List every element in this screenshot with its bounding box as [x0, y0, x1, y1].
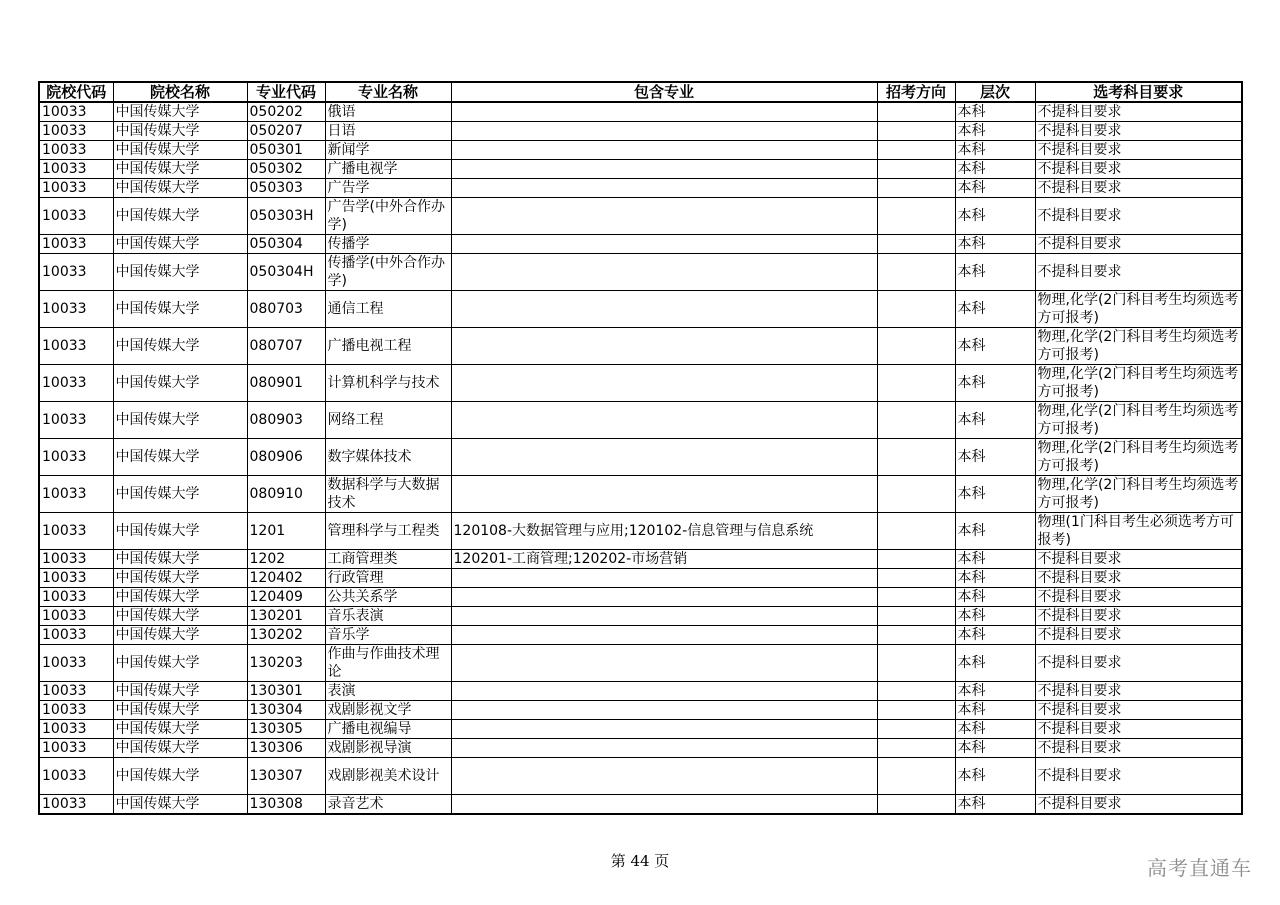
level-cell: 本科 [955, 569, 1035, 588]
level-cell: 本科 [955, 291, 1035, 328]
subject-requirement-cell: 不提科目要求 [1035, 701, 1242, 720]
page-number: 第 44 页 [610, 852, 670, 870]
school-name-cell: 中国传媒大学 [113, 739, 247, 758]
school-name-cell: 中国传媒大学 [113, 645, 247, 682]
major-code-cell: 080901 [247, 365, 325, 402]
school-name-cell: 中国传媒大学 [113, 588, 247, 607]
school-name-cell: 中国传媒大学 [113, 626, 247, 645]
school-name-cell: 中国传媒大学 [113, 198, 247, 235]
included-majors-cell [451, 720, 877, 739]
included-majors-cell [451, 141, 877, 160]
school-name-cell: 中国传媒大学 [113, 141, 247, 160]
level-cell: 本科 [955, 198, 1035, 235]
school-name-cell: 中国传媒大学 [113, 513, 247, 550]
table-row [39, 198, 1242, 235]
level-cell: 本科 [955, 235, 1035, 254]
major-name-cell: 数字媒体技术 [325, 439, 451, 476]
header-major-code: 专业代码 [247, 82, 325, 102]
level-cell: 本科 [955, 476, 1035, 513]
direction-cell [877, 198, 955, 235]
major-code-cell: 050202 [247, 102, 325, 122]
school-code-cell: 10033 [39, 160, 113, 179]
school-name-cell: 中国传媒大学 [113, 179, 247, 198]
subject-requirement-cell: 不提科目要求 [1035, 626, 1242, 645]
table-row [39, 607, 1242, 626]
major-name-cell: 广播电视学 [325, 160, 451, 179]
level-cell: 本科 [955, 607, 1035, 626]
school-code-cell: 10033 [39, 254, 113, 291]
direction-cell [877, 439, 955, 476]
subject-requirement-cell: 不提科目要求 [1035, 235, 1242, 254]
table-row [39, 645, 1242, 682]
major-name-cell: 传播学(中外合作办学) [325, 254, 451, 291]
major-name-cell: 戏剧影视导演 [325, 739, 451, 758]
direction-cell [877, 122, 955, 141]
major-code-cell: 130203 [247, 645, 325, 682]
included-majors-cell [451, 569, 877, 588]
included-majors-cell [451, 739, 877, 758]
school-code-cell: 10033 [39, 739, 113, 758]
subject-requirement-cell: 不提科目要求 [1035, 645, 1242, 682]
level-cell: 本科 [955, 513, 1035, 550]
major-code-cell: 1201 [247, 513, 325, 550]
table-row [39, 402, 1242, 439]
included-majors-cell [451, 476, 877, 513]
major-name-cell: 录音艺术 [325, 795, 451, 815]
direction-cell [877, 402, 955, 439]
major-name-cell: 广播电视编导 [325, 720, 451, 739]
school-code-cell: 10033 [39, 645, 113, 682]
school-code-cell: 10033 [39, 122, 113, 141]
direction-cell [877, 476, 955, 513]
table-row [39, 476, 1242, 513]
major-code-cell: 130304 [247, 701, 325, 720]
table-row [39, 626, 1242, 645]
subject-requirement-cell: 不提科目要求 [1035, 141, 1242, 160]
school-code-cell: 10033 [39, 328, 113, 365]
table-row [39, 550, 1242, 569]
school-code-cell: 10033 [39, 439, 113, 476]
major-name-cell: 戏剧影视美术设计 [325, 758, 451, 795]
school-name-cell: 中国传媒大学 [113, 682, 247, 701]
table-row [39, 720, 1242, 739]
school-name-cell: 中国传媒大学 [113, 102, 247, 122]
direction-cell [877, 701, 955, 720]
major-code-cell: 130202 [247, 626, 325, 645]
level-cell: 本科 [955, 720, 1035, 739]
major-name-cell: 广播电视工程 [325, 328, 451, 365]
direction-cell [877, 365, 955, 402]
major-name-cell: 网络工程 [325, 402, 451, 439]
subject-requirement-cell: 物理,化学(2门科目考生均须选考方可报考) [1035, 476, 1242, 513]
major-code-cell: 050303H [247, 198, 325, 235]
direction-cell [877, 645, 955, 682]
direction-cell [877, 235, 955, 254]
level-cell: 本科 [955, 758, 1035, 795]
major-name-cell: 日语 [325, 122, 451, 141]
direction-cell [877, 682, 955, 701]
major-code-cell: 050304H [247, 254, 325, 291]
subject-requirement-cell: 不提科目要求 [1035, 607, 1242, 626]
school-name-cell: 中国传媒大学 [113, 402, 247, 439]
direction-cell [877, 588, 955, 607]
school-name-cell: 中国传媒大学 [113, 122, 247, 141]
included-majors-cell [451, 626, 877, 645]
school-code-cell: 10033 [39, 701, 113, 720]
header-school-name: 院校名称 [113, 82, 247, 102]
included-majors-cell [451, 645, 877, 682]
school-name-cell: 中国传媒大学 [113, 160, 247, 179]
header-included-majors: 包含专业 [451, 82, 877, 102]
table-row [39, 122, 1242, 141]
direction-cell [877, 513, 955, 550]
table-row [39, 569, 1242, 588]
subject-requirement-cell: 不提科目要求 [1035, 720, 1242, 739]
school-code-cell: 10033 [39, 758, 113, 795]
major-name-cell: 音乐学 [325, 626, 451, 645]
school-code-cell: 10033 [39, 291, 113, 328]
direction-cell [877, 569, 955, 588]
table-row [39, 179, 1242, 198]
header-subject-requirement: 选考科目要求 [1035, 82, 1242, 102]
level-cell: 本科 [955, 141, 1035, 160]
header-major-name: 专业名称 [325, 82, 451, 102]
level-cell: 本科 [955, 328, 1035, 365]
subject-requirement-cell: 物理,化学(2门科目考生均须选考方可报考) [1035, 328, 1242, 365]
level-cell: 本科 [955, 739, 1035, 758]
school-name-cell: 中国传媒大学 [113, 291, 247, 328]
subject-requirement-cell: 不提科目要求 [1035, 739, 1242, 758]
table-row [39, 328, 1242, 365]
school-code-cell: 10033 [39, 607, 113, 626]
major-code-cell: 080906 [247, 439, 325, 476]
included-majors-cell [451, 122, 877, 141]
school-code-cell: 10033 [39, 720, 113, 739]
table-row [39, 758, 1242, 795]
school-code-cell: 10033 [39, 550, 113, 569]
school-name-cell: 中国传媒大学 [113, 254, 247, 291]
included-majors-cell [451, 607, 877, 626]
major-code-cell: 120402 [247, 569, 325, 588]
subject-requirement-cell: 物理(1门科目考生必须选考方可报考) [1035, 513, 1242, 550]
school-code-cell: 10033 [39, 588, 113, 607]
major-name-cell: 广告学 [325, 179, 451, 198]
major-code-cell: 120409 [247, 588, 325, 607]
level-cell: 本科 [955, 122, 1035, 141]
major-name-cell: 数据科学与大数据技术 [325, 476, 451, 513]
level-cell: 本科 [955, 402, 1035, 439]
header-level: 层次 [955, 82, 1035, 102]
level-cell: 本科 [955, 626, 1035, 645]
level-cell: 本科 [955, 160, 1035, 179]
school-code-cell: 10033 [39, 795, 113, 815]
school-name-cell: 中国传媒大学 [113, 235, 247, 254]
major-code-cell: 050302 [247, 160, 325, 179]
included-majors-cell [451, 254, 877, 291]
level-cell: 本科 [955, 254, 1035, 291]
subject-requirement-cell: 不提科目要求 [1035, 122, 1242, 141]
admission-table [38, 81, 1243, 815]
subject-requirement-cell: 不提科目要求 [1035, 550, 1242, 569]
school-name-cell: 中国传媒大学 [113, 720, 247, 739]
included-majors-cell [451, 160, 877, 179]
level-cell: 本科 [955, 588, 1035, 607]
level-cell: 本科 [955, 795, 1035, 815]
subject-requirement-cell: 不提科目要求 [1035, 179, 1242, 198]
school-code-cell: 10033 [39, 179, 113, 198]
included-majors-cell [451, 795, 877, 815]
school-name-cell: 中国传媒大学 [113, 607, 247, 626]
direction-cell [877, 758, 955, 795]
included-majors-cell [451, 701, 877, 720]
school-name-cell: 中国传媒大学 [113, 758, 247, 795]
school-name-cell: 中国传媒大学 [113, 701, 247, 720]
direction-cell [877, 550, 955, 569]
major-name-cell: 新闻学 [325, 141, 451, 160]
subject-requirement-cell: 物理,化学(2门科目考生均须选考方可报考) [1035, 365, 1242, 402]
school-name-cell: 中国传媒大学 [113, 795, 247, 815]
subject-requirement-cell: 不提科目要求 [1035, 795, 1242, 815]
table-row [39, 102, 1242, 122]
school-name-cell: 中国传媒大学 [113, 569, 247, 588]
major-name-cell: 表演 [325, 682, 451, 701]
direction-cell [877, 720, 955, 739]
school-name-cell: 中国传媒大学 [113, 550, 247, 569]
school-code-cell: 10033 [39, 513, 113, 550]
level-cell: 本科 [955, 550, 1035, 569]
school-code-cell: 10033 [39, 235, 113, 254]
direction-cell [877, 626, 955, 645]
table-row [39, 365, 1242, 402]
major-name-cell: 广告学(中外合作办学) [325, 198, 451, 235]
direction-cell [877, 291, 955, 328]
subject-requirement-cell: 不提科目要求 [1035, 588, 1242, 607]
included-majors-cell [451, 588, 877, 607]
table-row [39, 682, 1242, 701]
school-code-cell: 10033 [39, 626, 113, 645]
school-code-cell: 10033 [39, 365, 113, 402]
table-row [39, 291, 1242, 328]
table-row [39, 254, 1242, 291]
level-cell: 本科 [955, 179, 1035, 198]
major-code-cell: 130307 [247, 758, 325, 795]
included-majors-cell: 120201-工商管理;120202-市场营销 [451, 550, 877, 569]
included-majors-cell [451, 198, 877, 235]
major-name-cell: 公共关系学 [325, 588, 451, 607]
subject-requirement-cell: 不提科目要求 [1035, 254, 1242, 291]
school-name-cell: 中国传媒大学 [113, 439, 247, 476]
school-code-cell: 10033 [39, 102, 113, 122]
major-code-cell: 080910 [247, 476, 325, 513]
direction-cell [877, 739, 955, 758]
table-row [39, 439, 1242, 476]
included-majors-cell [451, 235, 877, 254]
direction-cell [877, 328, 955, 365]
included-majors-cell [451, 439, 877, 476]
direction-cell [877, 607, 955, 626]
school-code-cell: 10033 [39, 569, 113, 588]
major-code-cell: 080707 [247, 328, 325, 365]
table-row [39, 513, 1242, 550]
school-code-cell: 10033 [39, 402, 113, 439]
school-name-cell: 中国传媒大学 [113, 476, 247, 513]
major-code-cell: 130306 [247, 739, 325, 758]
table-row [39, 701, 1242, 720]
school-name-cell: 中国传媒大学 [113, 365, 247, 402]
direction-cell [877, 160, 955, 179]
level-cell: 本科 [955, 645, 1035, 682]
subject-requirement-cell: 不提科目要求 [1035, 569, 1242, 588]
table-row [39, 235, 1242, 254]
direction-cell [877, 254, 955, 291]
subject-requirement-cell: 不提科目要求 [1035, 758, 1242, 795]
table-row [39, 141, 1242, 160]
major-code-cell: 080903 [247, 402, 325, 439]
included-majors-cell [451, 179, 877, 198]
direction-cell [877, 179, 955, 198]
school-name-cell: 中国传媒大学 [113, 328, 247, 365]
included-majors-cell: 120108-大数据管理与应用;120102-信息管理与信息系统 [451, 513, 877, 550]
major-name-cell: 工商管理类 [325, 550, 451, 569]
major-name-cell: 音乐表演 [325, 607, 451, 626]
major-code-cell: 050207 [247, 122, 325, 141]
direction-cell [877, 141, 955, 160]
major-code-cell: 050303 [247, 179, 325, 198]
major-code-cell: 130201 [247, 607, 325, 626]
header-school-code: 院校代码 [39, 82, 113, 102]
table-row [39, 739, 1242, 758]
major-code-cell: 130308 [247, 795, 325, 815]
watermark: 高考直通车 [1147, 856, 1252, 880]
header-row [39, 82, 1242, 102]
major-name-cell: 戏剧影视文学 [325, 701, 451, 720]
included-majors-cell [451, 365, 877, 402]
major-code-cell: 050304 [247, 235, 325, 254]
table-row [39, 588, 1242, 607]
table-row [39, 160, 1242, 179]
included-majors-cell [451, 328, 877, 365]
included-majors-cell [451, 291, 877, 328]
level-cell: 本科 [955, 439, 1035, 476]
major-name-cell: 传播学 [325, 235, 451, 254]
direction-cell [877, 795, 955, 815]
included-majors-cell [451, 682, 877, 701]
major-code-cell: 050301 [247, 141, 325, 160]
major-name-cell: 通信工程 [325, 291, 451, 328]
subject-requirement-cell: 物理,化学(2门科目考生均须选考方可报考) [1035, 291, 1242, 328]
included-majors-cell [451, 402, 877, 439]
level-cell: 本科 [955, 102, 1035, 122]
major-code-cell: 130305 [247, 720, 325, 739]
school-code-cell: 10033 [39, 141, 113, 160]
major-name-cell: 计算机科学与技术 [325, 365, 451, 402]
table-body [39, 102, 1242, 814]
subject-requirement-cell: 不提科目要求 [1035, 198, 1242, 235]
major-code-cell: 1202 [247, 550, 325, 569]
school-code-cell: 10033 [39, 198, 113, 235]
school-code-cell: 10033 [39, 476, 113, 513]
major-name-cell: 管理科学与工程类 [325, 513, 451, 550]
level-cell: 本科 [955, 365, 1035, 402]
level-cell: 本科 [955, 701, 1035, 720]
table-row [39, 795, 1242, 815]
major-name-cell: 行政管理 [325, 569, 451, 588]
direction-cell [877, 102, 955, 122]
subject-requirement-cell: 物理,化学(2门科目考生均须选考方可报考) [1035, 402, 1242, 439]
level-cell: 本科 [955, 682, 1035, 701]
subject-requirement-cell: 物理,化学(2门科目考生均须选考方可报考) [1035, 439, 1242, 476]
header-direction: 招考方向 [877, 82, 955, 102]
major-name-cell: 俄语 [325, 102, 451, 122]
major-name-cell: 作曲与作曲技术理论 [325, 645, 451, 682]
included-majors-cell [451, 102, 877, 122]
subject-requirement-cell: 不提科目要求 [1035, 102, 1242, 122]
included-majors-cell [451, 758, 877, 795]
subject-requirement-cell: 不提科目要求 [1035, 682, 1242, 701]
major-code-cell: 080703 [247, 291, 325, 328]
subject-requirement-cell: 不提科目要求 [1035, 160, 1242, 179]
major-code-cell: 130301 [247, 682, 325, 701]
school-code-cell: 10033 [39, 682, 113, 701]
